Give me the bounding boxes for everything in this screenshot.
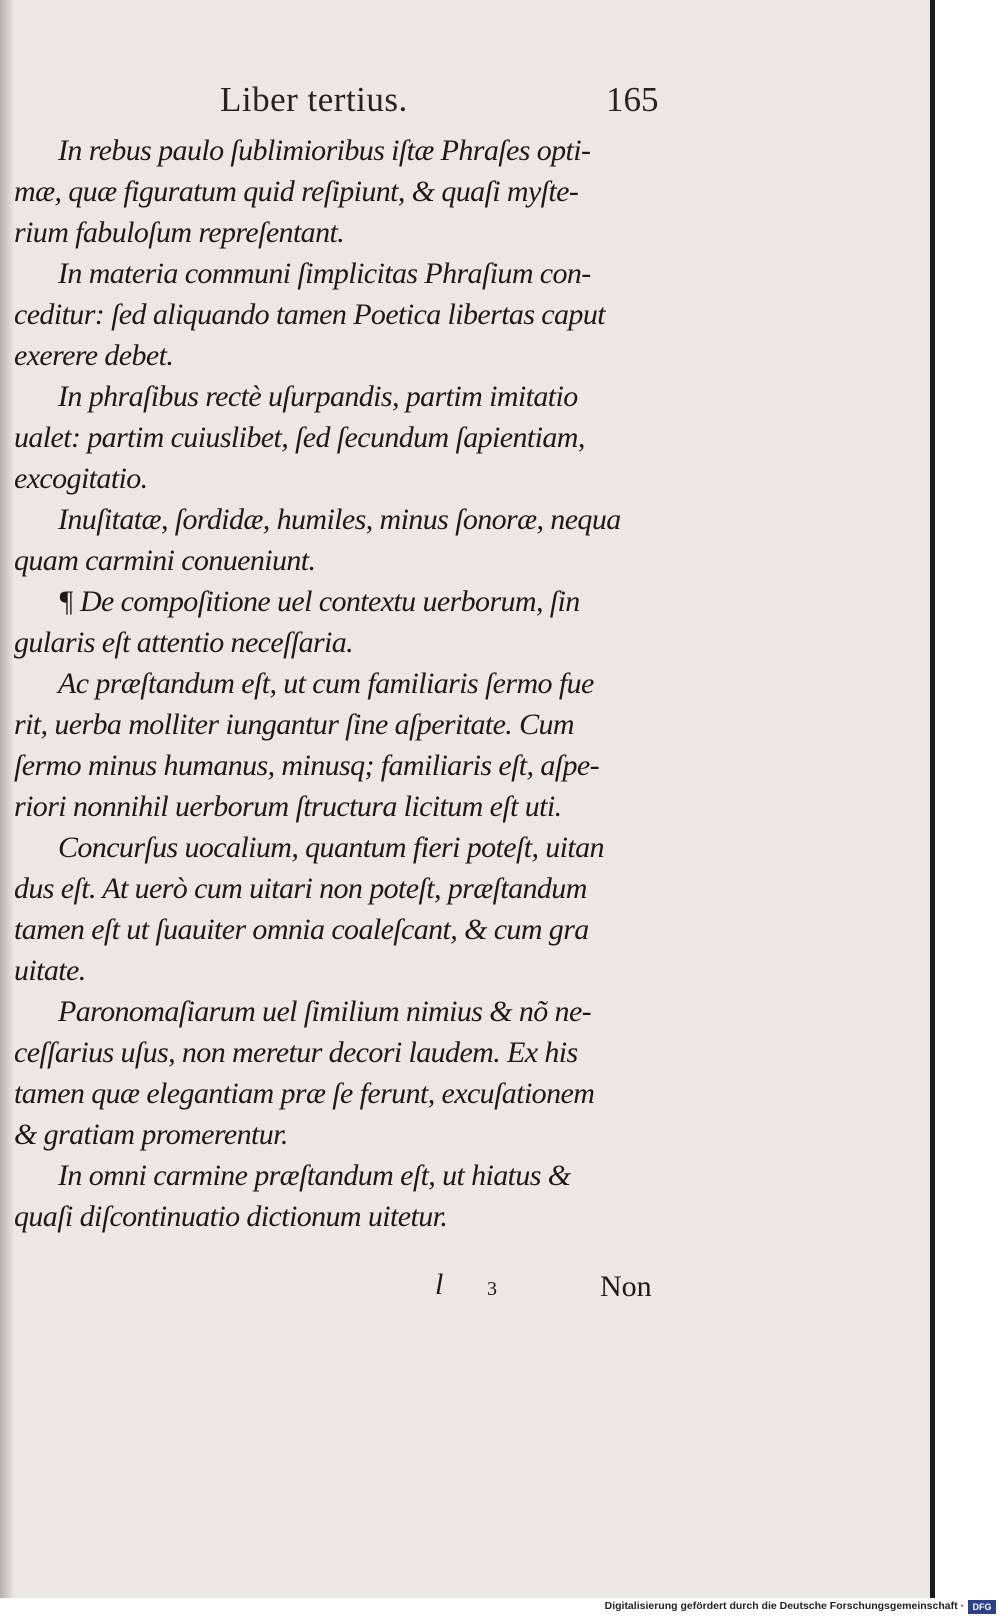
funding-credit: Digitalisierung gefördert durch die Deutsche Forschungsgemeinschaft ·: [604, 1600, 964, 1612]
catchword: Non: [600, 1270, 652, 1303]
paragraph: Inuſitatæ, ſordidæ, humiles, minus ſonoræ, nequa quam carmini conueniunt.: [14, 503, 621, 577]
footer-bar: [0, 1598, 1000, 1617]
paragraph: In rebus paulo ſublimioribus iſtæ Phraſes opti- mæ, quæ figuratum quid reſipiunt, & quaſi myſte- rium fabuloſum repreſentant.: [14, 134, 591, 249]
signature-number: 3: [487, 1278, 497, 1300]
paragraph: In phraſibus rectè uſurpandis, partim imitatio ualet: partim cuiuslibet, ſed ſecundum ſapientiam, excogitatio.: [14, 380, 585, 495]
running-head: Liber tertius.: [220, 80, 408, 119]
body-text: [14, 130, 668, 1237]
paragraph: In materia communi ſimplicitas Phraſium con- ceditur: ſed aliquando tamen Poetica libertas caput exerere debet.: [14, 257, 605, 372]
paragraph: In omni carmine præſtandum eſt, ut hiatus & quaſi diſcontinuatio dictionum uitetur.: [14, 1159, 571, 1233]
signature-mark: l: [435, 1268, 444, 1301]
page-edge: [930, 0, 935, 1598]
gutter-shadow: [0, 0, 14, 1598]
page-number: 165: [606, 80, 659, 119]
paragraph: Ac præſtandum eſt, ut cum familiaris ſermo fue rit, uerba molliter iungantur ſine aſperitate. Cum ſermo minus humanus, minusq; familiaris eſt, aſpe- riori nonnihil uerborum ſtructura licitum eſt uti.: [14, 667, 599, 823]
paragraph: ¶ De compoſitione uel contextu uerborum, ſin gularis eſt attentio neceſſaria.: [14, 585, 580, 659]
paragraph: Paronomaſiarum uel ſimilium nimius & nõ ne- ceſſarius uſus, non meretur decori laudem. Ex his tamen quæ elegantiam præ ſe ferunt, excuſationem & gratiam promerentur.: [14, 995, 595, 1151]
paragraph: Concurſus uocalium, quantum fieri poteſt, uitan dus eſt. At uerò cum uitari non poteſt, præſtandum tamen eſt ut ſuauiter omnia coaleſcant, & cum gra uitate.: [14, 831, 604, 987]
dfg-logo-icon: DFG: [968, 1600, 996, 1614]
